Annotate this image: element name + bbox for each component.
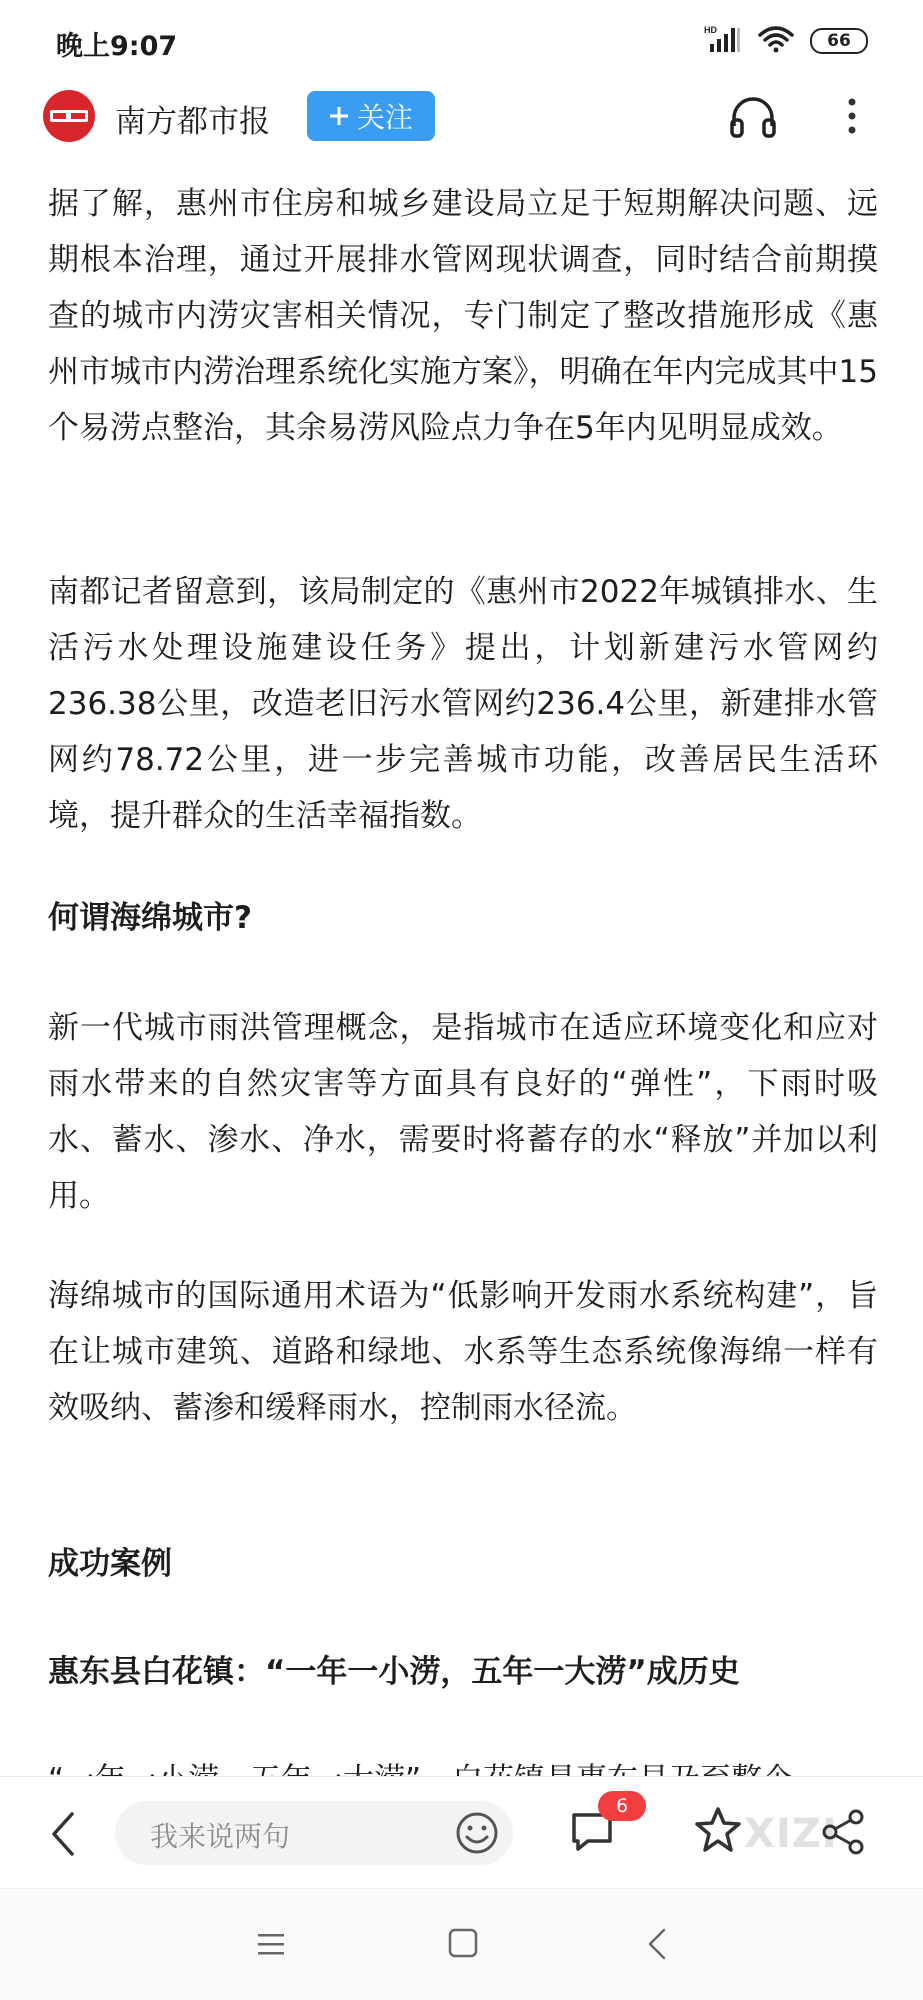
more-icon[interactable]: [842, 96, 862, 140]
logo-mark: [50, 110, 88, 122]
status-time: 晚上9:07: [56, 31, 178, 62]
signal-icon: [704, 24, 742, 58]
section-heading: 惠东县白花镇：“一年一小涝，五年一大涝”成历史: [48, 1654, 740, 1690]
article-paragraph: 据了解，惠州市住房和城乡建设局立足于短期解决问题、远期根本治理，通过开展排水管网现状调查，同时结合前期摸查的城市内涝灾害相关情况，专门制定了整改措施形成《惠州市城市内涝治理系统化实施方案》，明确在年内完成其中15个易涝点整治，其余易涝风险点力争在5年内见明显成效。: [48, 186, 878, 446]
plus-icon: [329, 100, 349, 133]
menu-icon[interactable]: [256, 1929, 286, 1959]
star-icon[interactable]: [693, 1805, 743, 1855]
article-paragraph: 海绵城市的国际通用术语为“低影响开发雨水系统构建”，旨在让城市建筑、道路和绿地、水系等生态系统像海绵一样有效吸纳、蓄渗和缓释雨水，控制雨水径流。: [48, 1278, 878, 1426]
back-arrow-icon[interactable]: [48, 1811, 78, 1857]
emoji-icon[interactable]: [455, 1811, 499, 1855]
comment-count-badge: 6: [598, 1791, 646, 1821]
battery-level: 66: [827, 31, 851, 51]
comment-placeholder: 我来说两句: [150, 1820, 291, 1853]
headphone-icon[interactable]: [728, 92, 778, 142]
section-heading: 何谓海绵城市?: [48, 900, 252, 936]
follow-label: 关注: [356, 101, 413, 134]
watermark: XIZI: [744, 1811, 838, 1857]
comment-bar: [0, 1776, 923, 1889]
comment-input[interactable]: [115, 1801, 513, 1865]
network-label: HD: [704, 25, 717, 35]
channel-name[interactable]: 南方都市报: [115, 104, 270, 140]
article-paragraph: 南都记者留意到，该局制定的《惠州市2022年城镇排水、生活污水处理设施建设任务》提出，计划新建污水管网约236.38公里，改造老旧污水管网约236.4公里，新建排水管网约78.72公里，进一步完善城市功能，改善居民生活环境，提升群众的生活幸福指数。: [48, 574, 878, 834]
system-navigation-bar: [0, 1888, 923, 2000]
nav-back-icon[interactable]: [645, 1927, 669, 1961]
battery-icon: [810, 28, 868, 54]
section-heading: 成功案例: [48, 1546, 172, 1582]
follow-button[interactable]: [307, 91, 435, 141]
share-icon[interactable]: [818, 1807, 868, 1857]
home-icon[interactable]: [447, 1927, 479, 1959]
channel-logo[interactable]: [43, 90, 95, 142]
status-bar: [0, 0, 923, 84]
status-icons: [704, 26, 868, 56]
article-paragraph: 新一代城市雨洪管理概念，是指城市在适应环境变化和应对雨水带来的自然灾害等方面具有良好的“弹性”，下雨时吸水、蓄水、渗水、净水，需要时将蓄存的水“释放”并加以利用。: [48, 1010, 878, 1214]
article-header: [0, 84, 923, 190]
wifi-icon: [758, 25, 794, 57]
